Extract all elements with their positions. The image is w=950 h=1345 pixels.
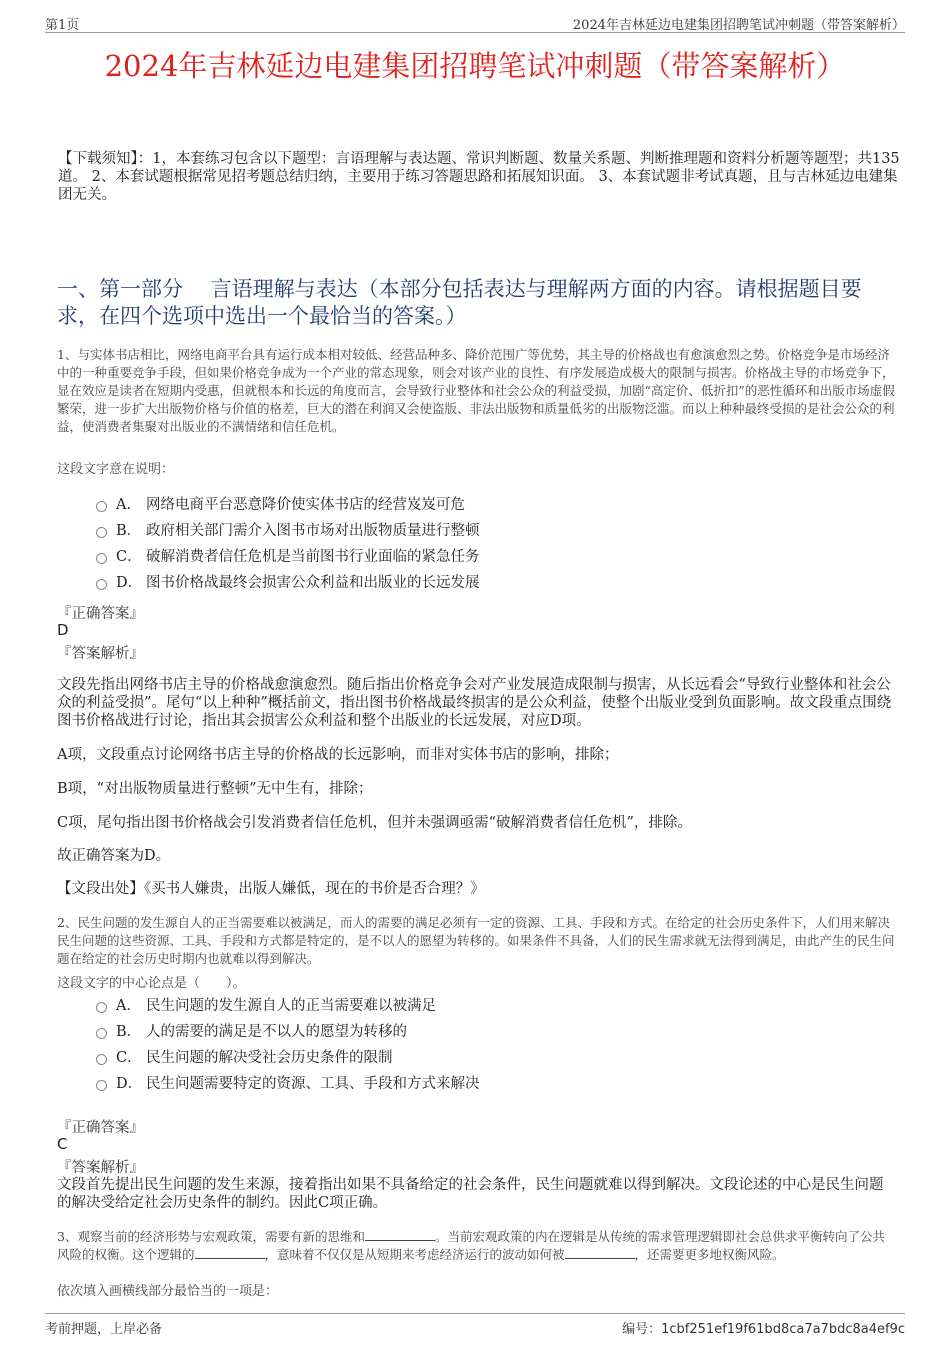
answer-label: 『正确答案』: [57, 1120, 144, 1136]
analysis-paragraph: 故正确答案为D。: [57, 848, 171, 864]
question-3-prompt: 依次填入画横线部分最恰当的一项是：: [57, 1284, 279, 1299]
page-header: [45, 12, 905, 33]
answer-value: D: [57, 621, 69, 639]
option-d[interactable]: [96, 570, 480, 596]
radio-icon[interactable]: [96, 1028, 107, 1039]
question-1-prompt: 这段文字意在说明：: [57, 462, 175, 477]
option-text: 图书价格战最终会损害公众利益和出版业的长远发展: [146, 575, 480, 591]
option-letter: B．: [116, 1024, 142, 1040]
option-b[interactable]: [96, 1019, 480, 1045]
option-c[interactable]: [96, 1045, 480, 1071]
option-text: 破解消费者信任危机是当前图书行业面临的紧急任务: [146, 549, 480, 565]
radio-icon[interactable]: [96, 527, 107, 538]
radio-icon[interactable]: [96, 553, 107, 564]
answer-value: C: [57, 1135, 68, 1153]
option-letter: A．: [116, 497, 141, 513]
fill-blank[interactable]: [195, 1246, 265, 1259]
footer-code: [622, 1318, 905, 1337]
option-text: 网络电商平台恶意降价使实体书店的经营岌岌可危: [146, 497, 465, 513]
question-1-text: 1、与实体书店相比，网络电商平台具有运行成本相对较低、经营品种多、降价范围广等优势，其主导的价格战也有愈演愈烈之势。价格竞争是市场经济中的一种重要竞争手段，但如果价格竞争成为一个产业的常态现象，则会对该产业的良性、有序发展造成极大的限制与损害。价格战主导的市场竞争下，显在效应是读者在短期内受惠，但就根本和长远的角度而言，会导致行业整体和社会公众的利益受损，加剧“高定价、低折扣”的恶性循环和出版市场虚假繁荣，进一步扩大出版物价格与价值的格差，巨大的潜在利润又会使盗版、非法出版物和质量低劣的出版物泛滥。而以上种种最终受损的是社会公众的利益，使消费者集聚对出版业的不满情绪和信任危机。: [57, 347, 895, 434]
section-heading: 一、第一部分 言语理解与表达（本部分包括表达与理解两方面的内容。请根据题目要求，在四个选项中选出一个最恰当的答案。）: [57, 277, 862, 328]
question-2-options: [96, 993, 480, 1097]
radio-icon[interactable]: [96, 501, 107, 512]
question-3-part: 。当前宏观政策的内在逻辑是从传统的需求管理逻辑即社会总供求平衡转向了公共风险的权衡。这个逻辑的: [57, 1229, 885, 1262]
option-letter: D．: [116, 1076, 143, 1092]
option-b[interactable]: [96, 518, 480, 544]
option-a[interactable]: [96, 993, 480, 1019]
document-title: 2024年吉林延边电建集团招聘笔试冲刺题（带答案解析）: [104, 49, 846, 83]
option-letter: C．: [116, 549, 142, 565]
footer-slogan: 考前押题，上岸必备: [45, 1322, 163, 1337]
question-2-text: 2、民生问题的发生源自人的正当需要难以被满足，而人的需要的满足必须有一定的资源、工具、手段和方式。在给定的社会历史条件下，人们用来解决民生问题的这些资源、工具、手段和方式都是特定的，是不以人的愿望为转移的。如果条件不具备，人们的民生需求就无法得到满足，由此产生的民生问题在给定的社会历史时期内也就难以得到解决。: [57, 915, 895, 966]
fill-blank[interactable]: [365, 1228, 435, 1241]
page-number: 第1页: [45, 18, 80, 33]
option-text: 民生问题需要特定的资源、工具、手段和方式来解决: [146, 1076, 480, 1092]
radio-icon[interactable]: [96, 1054, 107, 1065]
analysis-paragraph: A项，文段重点讨论网络书店主导的价格战的长远影响，而非对实体书店的影响，排除；: [57, 747, 619, 763]
option-letter: C．: [116, 1050, 142, 1066]
question-3-part: ，意味着不仅仅是从短期来考虑经济运行的波动如何被: [264, 1247, 565, 1262]
analysis-paragraph: 文段首先提出民生问题的发生来源，接着指出如果不具备给定的社会条件，民生问题就难以得到解决。文段论述的中心是民生问题的解决受给定社会历史条件的制约。因此C项正确。: [57, 1177, 884, 1211]
code-value: 1cbf251ef19f61bd8ca7a7bdc8a4ef9c: [661, 1322, 905, 1337]
radio-icon[interactable]: [96, 1002, 107, 1013]
page-footer: [45, 1313, 905, 1337]
option-a[interactable]: [96, 492, 480, 518]
question-3-part: ，还需要更多地权衡风险。: [634, 1247, 785, 1262]
question-1-options: [96, 492, 480, 596]
analysis-paragraph: B项，“对出版物质量进行整顿”无中生有，排除；: [57, 781, 373, 797]
source-note: 【文段出处】《买书人嫌贵，出版人嫌低，现在的书价是否合理？》: [57, 881, 485, 897]
option-text: 民生问题的解决受社会历史条件的限制: [146, 1050, 393, 1066]
option-letter: B．: [116, 523, 142, 539]
radio-icon[interactable]: [96, 1080, 107, 1091]
fill-blank[interactable]: [565, 1246, 635, 1259]
question-2-prompt: 这段文字的中心论点是（ ）。: [57, 976, 246, 991]
question-3-text: [57, 1228, 897, 1264]
analysis-label: 『答案解析』: [57, 1160, 144, 1176]
question-3-part: 3、观察当前的经济形势与宏观政策，需要有新的思维和: [57, 1229, 365, 1244]
radio-icon[interactable]: [96, 579, 107, 590]
option-text: 政府相关部门需介入图书市场对出版物质量进行整顿: [146, 523, 480, 539]
option-d[interactable]: [96, 1071, 480, 1097]
option-letter: A．: [116, 998, 141, 1014]
answer-label: 『正确答案』: [57, 606, 144, 622]
header-doc-title: 2024年吉林延边电建集团招聘笔试冲刺题（带答案解析）: [572, 18, 905, 33]
option-text: 人的需要的满足是不以人的愿望为转移的: [146, 1024, 407, 1040]
analysis-paragraph: C项，尾句指出图书价格战会引发消费者信任危机，但并未强调亟需“破解消费者信任危机”，排除。: [57, 815, 692, 831]
analysis-label: 『答案解析』: [57, 646, 144, 662]
option-text: 民生问题的发生源自人的正当需要难以被满足: [146, 998, 436, 1014]
option-letter: D．: [116, 575, 143, 591]
analysis-paragraph: 文段先指出网络书店主导的价格战愈演愈烈。随后指出价格竞争会对产业发展造成限制与损害，从长远看会“导致行业整体和社会公众的利益受损”。尾句“以上种种”概括前文，指出图书价格战最终损害的是公众利益，使整个出版业受到负面影响。故文段重点围绕图书价格战进行讨论，指出其会损害公众利益和整个出版业的长远发展，对应D项。: [57, 677, 892, 729]
option-c[interactable]: [96, 544, 480, 570]
download-notice: 【下载须知】：1，本套练习包含以下题型：言语理解与表达题、常识判断题、数量关系题、判断推理题和资料分析题等题型；共135道。 2、本套试题根据常见招考题总结归纳，主要用于练习答题思路和拓展知识面。 3、本套试题非考试真题，且与吉林延边电建集团无关。: [58, 151, 900, 203]
code-label: 编号：: [622, 1322, 662, 1337]
